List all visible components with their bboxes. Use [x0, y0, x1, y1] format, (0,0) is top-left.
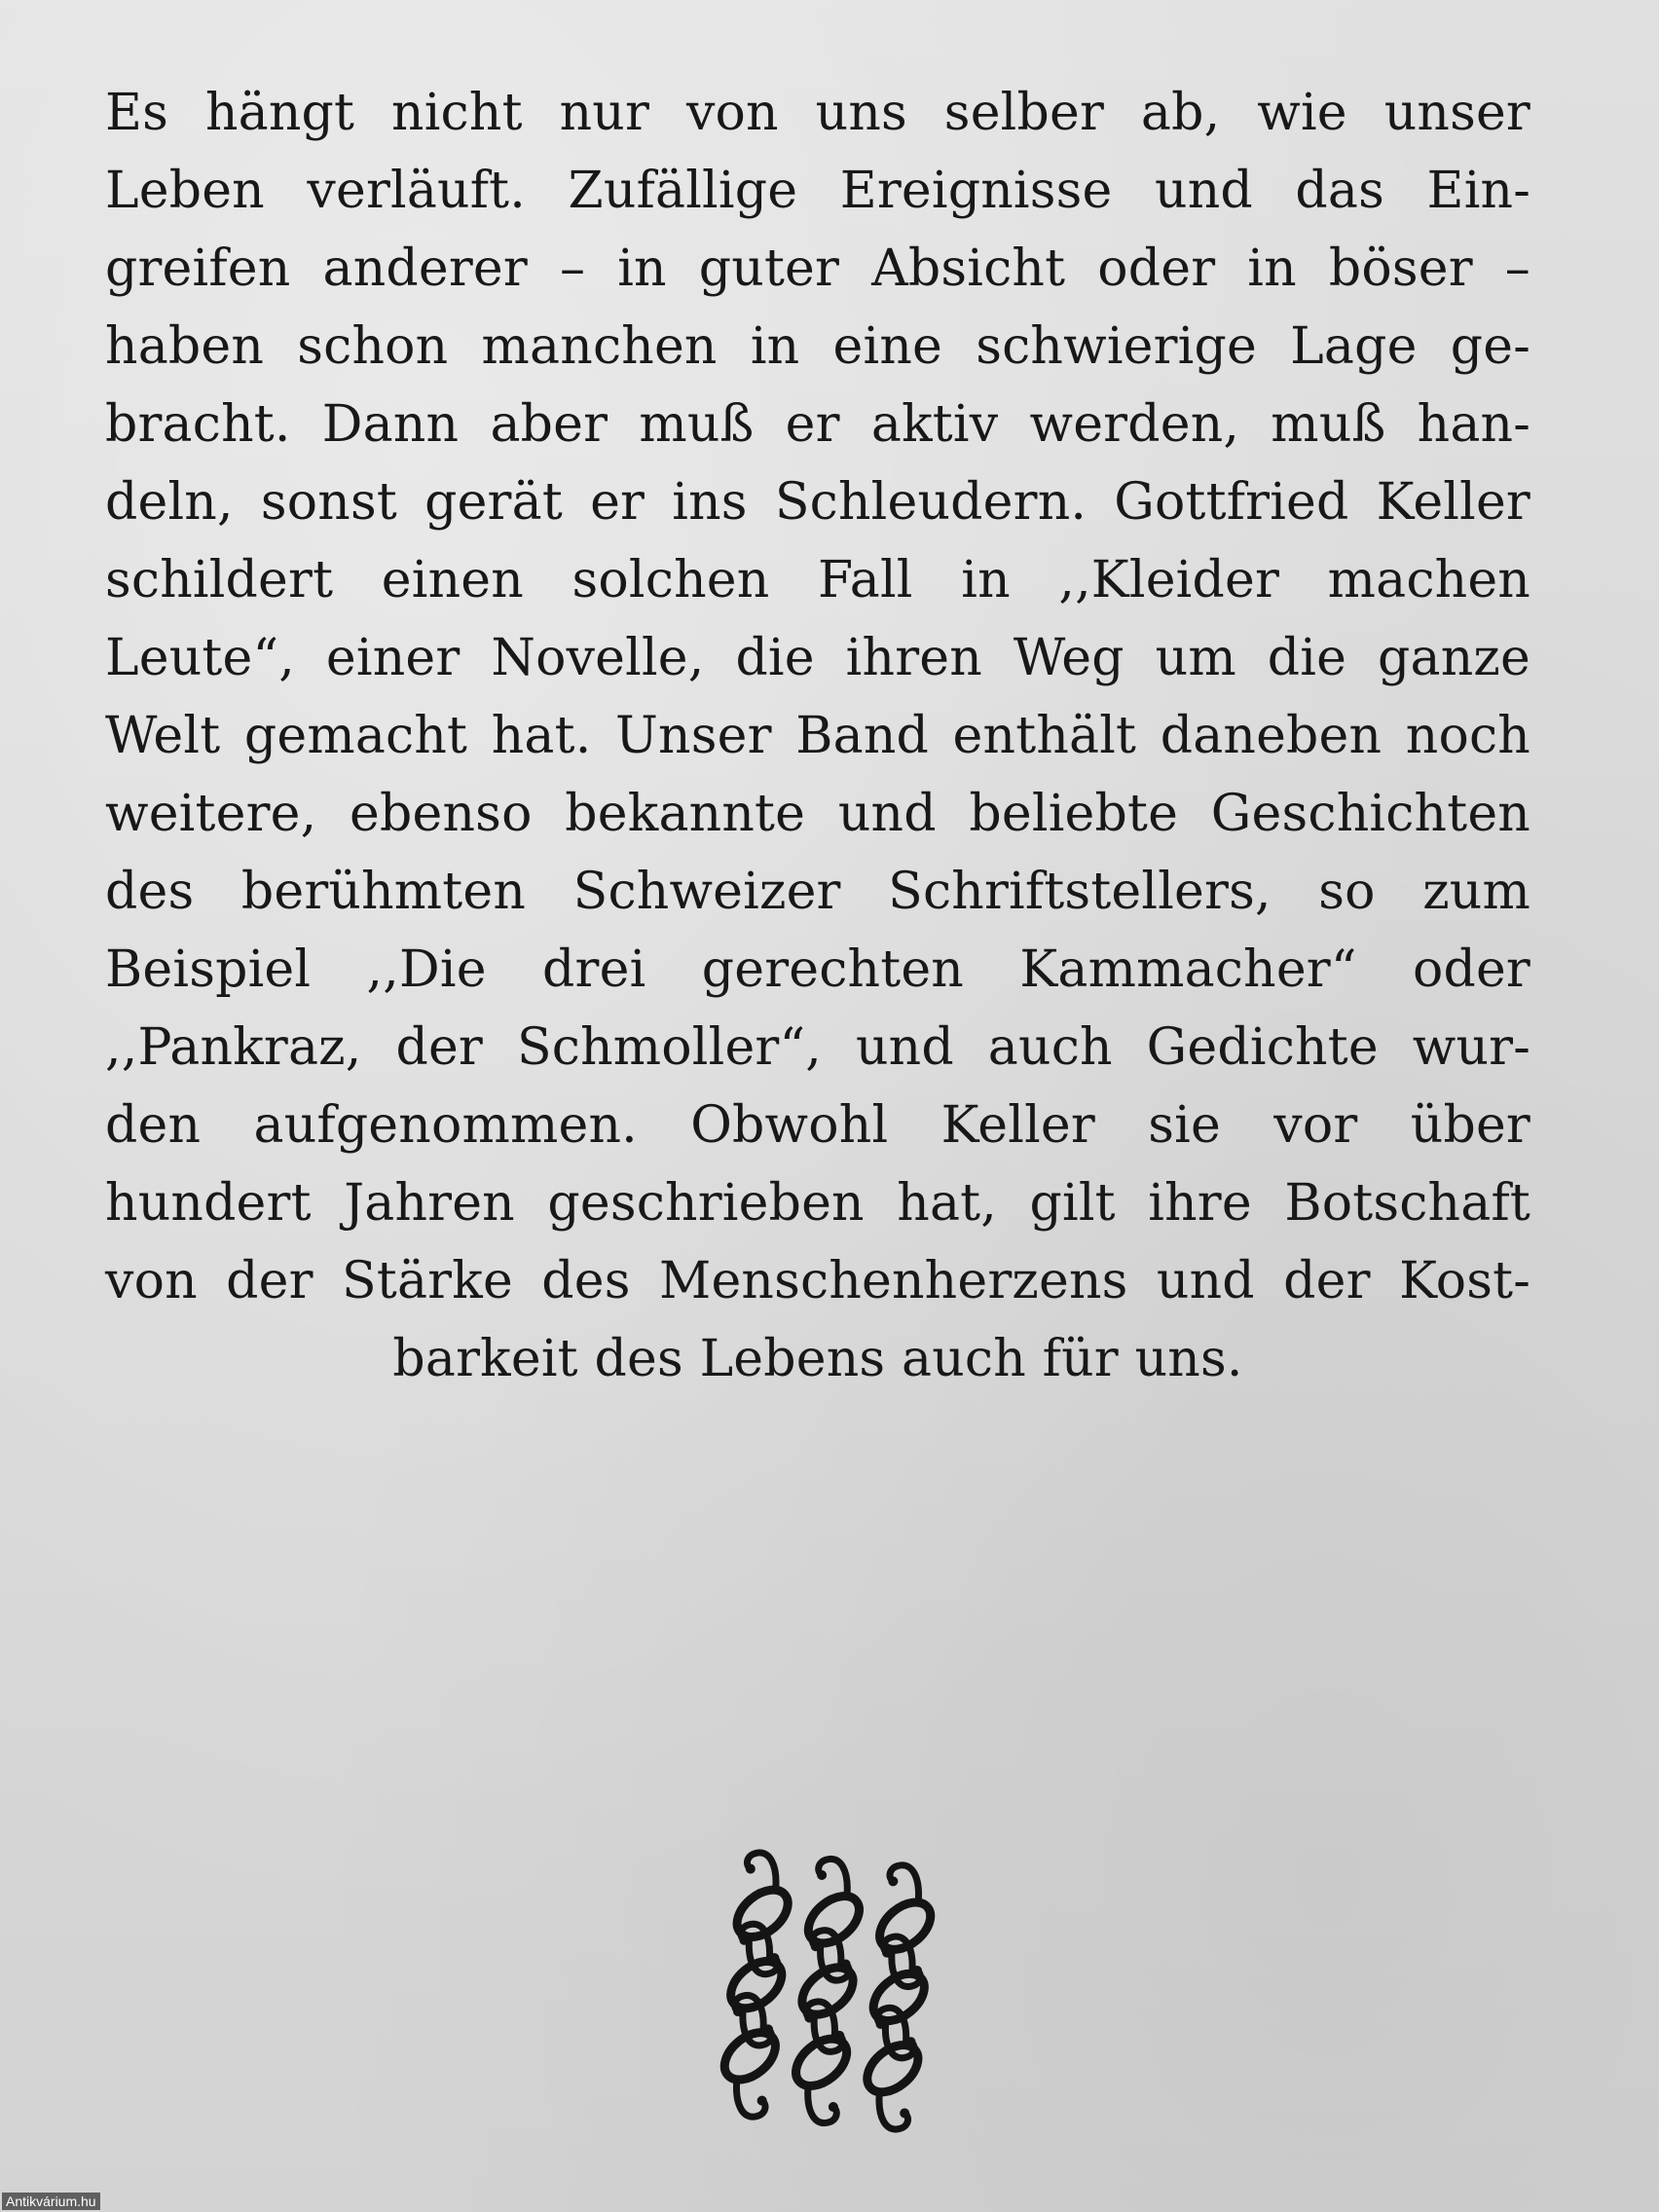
blurb-line-15: hundert Jahren geschrieben hat, gilt ihre Botschaft	[105, 1174, 1530, 1233]
blurb-line-11: des berühmten Schweizer Schriftstellers, so zum	[105, 863, 1530, 921]
blurb-line-1: Es hängt nicht nur von uns selber ab, wie unser	[105, 84, 1530, 142]
blurb-line-10: weitere, ebenso bekannte und beliebte Geschichten	[105, 785, 1530, 843]
blurb-line-4: haben schon manchen in eine schwierige Lage ge-	[105, 317, 1530, 376]
blurb-line-16: von der Stärke des Menschenherzens und der Kost-	[105, 1252, 1530, 1310]
blurb-line-2: Leben verläuft. Zufällige Ereignisse und das Ein-	[105, 162, 1530, 220]
blurb-line-3: greifen anderer – in guter Absicht oder in böser –	[105, 240, 1530, 298]
blurb-line-8: Leute“, einer Novelle, die ihren Weg um die ganze	[105, 629, 1530, 687]
blurb-text	[105, 74, 1530, 1398]
site-watermark: Antikvárium.hu	[2, 2193, 100, 2210]
blurb-line-14: den aufgenommen. Obwohl Keller sie vor über	[105, 1096, 1530, 1155]
blurb-line-7: schildert einen solchen Fall in ,,Kleider machen	[105, 551, 1530, 609]
blurb-line-6: deln, sonst gerät er ins Schleudern. Gottfried Keller	[105, 473, 1530, 532]
blurb-line-17: barkeit des Lebens auch für uns.	[392, 1330, 1243, 1388]
blurb-line-5: bracht. Dann aber muß er aktiv werden, muß han-	[105, 395, 1530, 454]
blurb-line-13: ,,Pankraz, der Schmoller“, und auch Gedichte wur-	[105, 1018, 1530, 1077]
blurb-line-12: Beispiel ,,Die drei gerechten Kammacher“ oder	[105, 940, 1530, 999]
publisher-ornament-icon	[682, 1845, 974, 2137]
blurb-line-9: Welt gemacht hat. Unser Band enthält daneben noch	[105, 707, 1530, 765]
